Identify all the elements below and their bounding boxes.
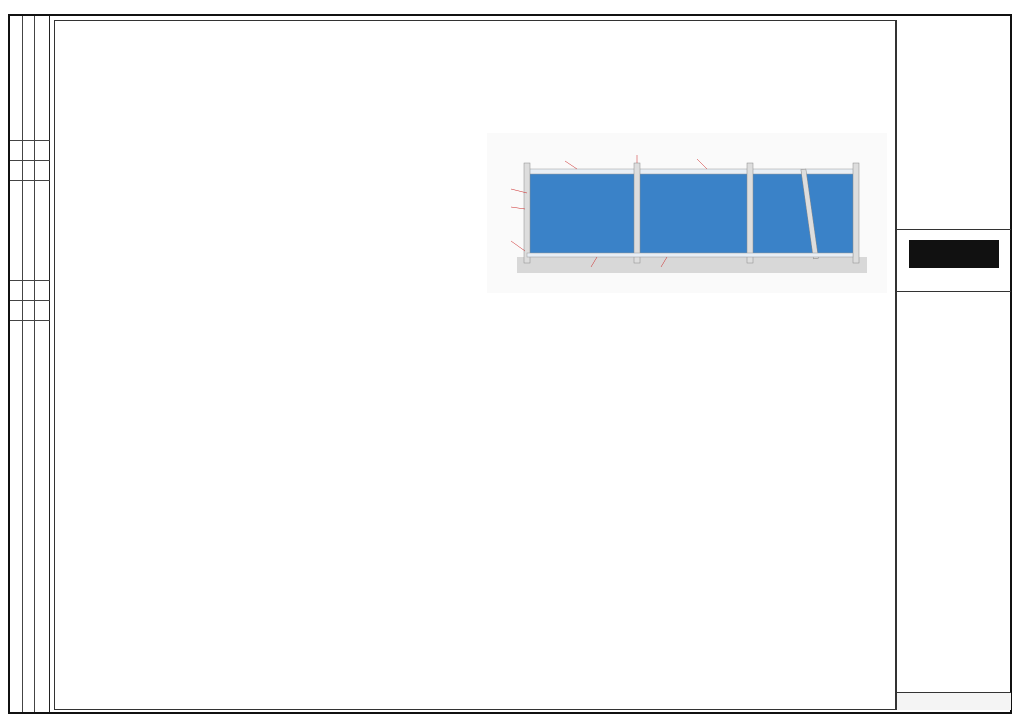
hoarding-elevation-svg [487,133,887,293]
strip-cell [10,141,50,161]
title-block [896,20,1010,710]
company-logo [909,240,999,268]
post-3 [747,163,753,263]
post-4 [853,163,859,263]
left-revision-strip [10,16,50,712]
ground-slab [517,257,867,273]
post-1 [524,163,530,263]
drawing-sheet [8,14,1012,714]
title-block-notes [897,644,1011,692]
hoarding-elevation-figure [487,133,887,293]
strip-cell [10,281,50,301]
drawing-frame [54,20,896,710]
title-block-blank [897,20,1011,230]
strip-cell [10,261,50,281]
bottom-cap [527,253,853,257]
strip-cell [10,301,50,321]
strip-cell [10,121,50,141]
post-2 [634,163,640,263]
copyright-footer [897,692,1011,710]
strip-cell [10,161,50,181]
company-logo-area [897,230,1011,292]
